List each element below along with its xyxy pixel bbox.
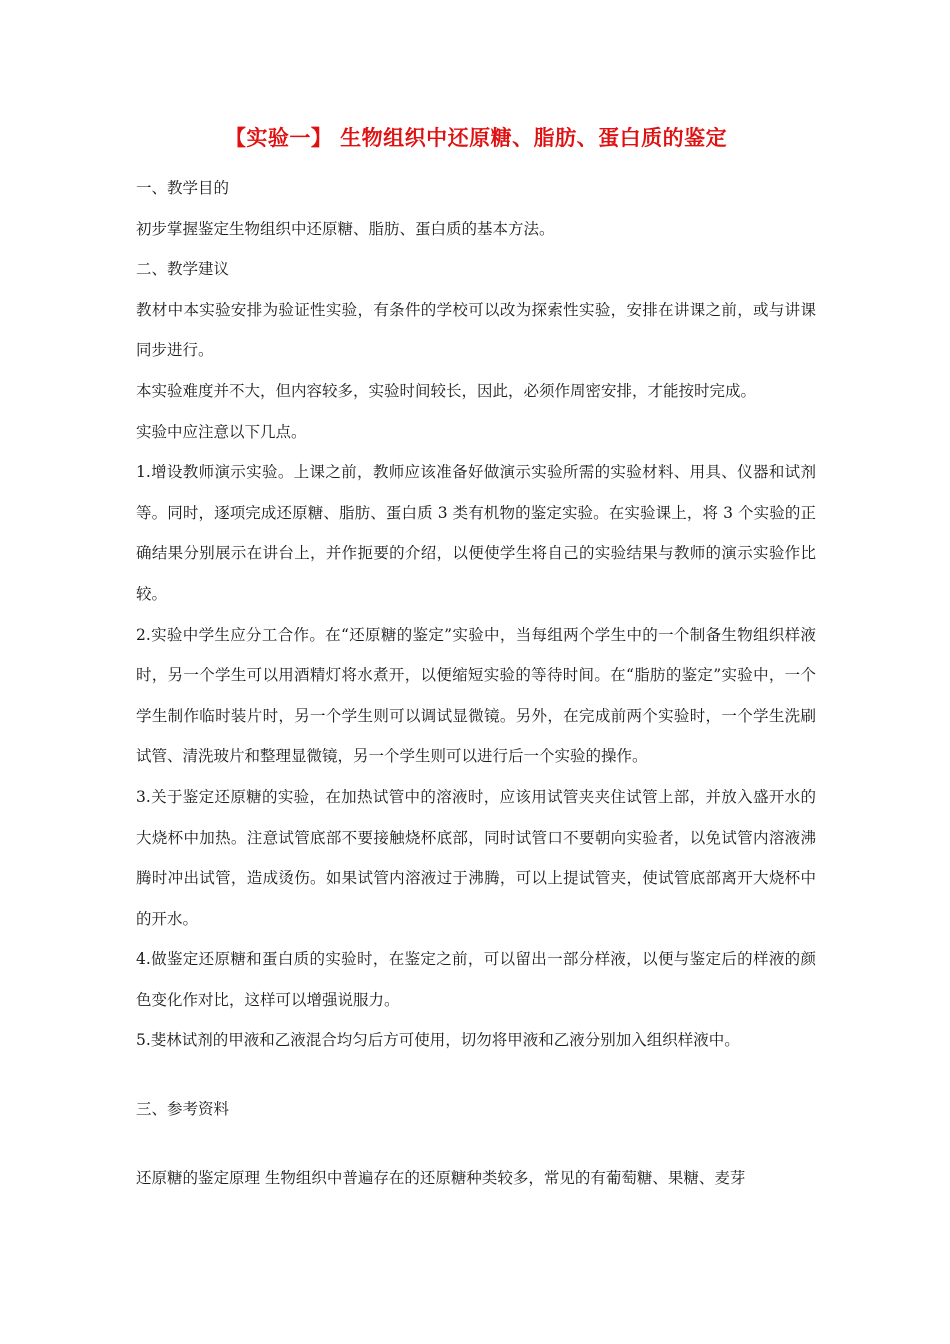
document-page bbox=[136, 118, 816, 1198]
paragraph: 还原糖的鉴定原理 生物组织中普遍存在的还原糖种类较多，常见的有葡萄糖、果糖、麦芽 bbox=[136, 1168, 746, 1187]
paragraph: 初步掌握鉴定生物组织中还原糖、脂肪、蛋白质的基本方法。 bbox=[136, 219, 555, 238]
section-heading-objective: 一、教学目的 bbox=[136, 179, 230, 197]
list-item: 3.关于鉴定还原糖的实验，在加热试管中的溶液时，应该用试管夹夹住试管上部，并放入盛开水的大烧杯中加热。注意试管底部不要接触烧杯底部，同时试管口不要朝向实验者，以免试管内溶液沸腾时冲出试管，造成烫伤。如果试管内溶液过于沸腾，可以上提试管夹，使试管底部离开大烧杯中的开水。 bbox=[136, 787, 816, 928]
list-item: 5.斐林试剂的甲液和乙液混合均匀后方可使用，切勿将甲液和乙液分别加入组织样液中。 bbox=[136, 1031, 740, 1050]
paragraph: 教材中本实验安排为验证性实验，有条件的学校可以改为探索性实验，安排在讲课之前，或与讲课同步进行。 bbox=[136, 300, 816, 360]
list-item: 4.做鉴定还原糖和蛋白质的实验时，在鉴定之前，可以留出一部分样液，以便与鉴定后的样液的颜色变化作对比，这样可以增强说服力。 bbox=[136, 950, 816, 1009]
section-heading-suggestions: 二、教学建议 bbox=[136, 260, 230, 279]
paragraph: 本实验难度并不大，但内容较多，实验时间较长，因此，必须作周密安排，才能按时完成。 bbox=[136, 381, 757, 400]
paragraph: 实验中应注意以下几点。 bbox=[136, 422, 307, 441]
spacer bbox=[136, 1061, 816, 1089]
spacer bbox=[136, 1130, 816, 1158]
list-item: 1.增设教师演示实验。上课之前，教师应该准备好做演示实验所需的实验材料、用具、仪器和试剂等。同时，逐项完成还原糖、脂肪、蛋白质 3 类有机物的鉴定实验。在实验课上，将 3 个实验的正确结果分别展示在讲台上，并作扼要的介绍，以便使学生将自己的实验结果与教师的演示实验作比较。 bbox=[136, 463, 816, 603]
list-item: 2.实验中学生应分工合作。在“还原糖的鉴定”实验中，当每组两个学生中的一个制备生物组织样液时，另一个学生可以用酒精灯将水煮开，以便缩短实验的等待时间。在“脂肪的鉴定”实验中，一个学生制作临时装片时，另一个学生则可以调试显微镜。另外，在完成前两个实验时，一个学生洗刷试管、清洗玻片和整理显微镜，另一个学生则可以进行后一个实验的操作。 bbox=[136, 625, 816, 766]
section-heading-references: 三、参考资料 bbox=[136, 1100, 230, 1119]
document-title: 【实验一】 生物组织中还原糖、脂肪、蛋白质的鉴定 bbox=[224, 125, 728, 150]
